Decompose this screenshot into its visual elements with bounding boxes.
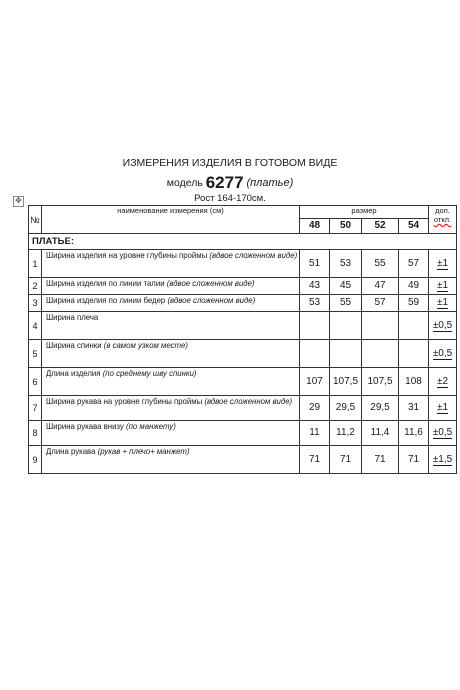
col-size-header: размер xyxy=(300,206,429,219)
model-line xyxy=(0,173,460,193)
size-value: 71 xyxy=(330,446,362,474)
size-value: 51 xyxy=(300,250,330,278)
size-value: 53 xyxy=(330,250,362,278)
row-name-text: Ширина спинки xyxy=(46,341,102,350)
size-value: 29,5 xyxy=(362,396,399,421)
height-range: Рост 164-170см. xyxy=(194,193,266,204)
size-value: 71 xyxy=(399,446,429,474)
size-value: 31 xyxy=(399,396,429,421)
size-header-52: 52 xyxy=(362,219,399,234)
col-tolerance-header xyxy=(429,206,457,234)
row-number: 8 xyxy=(29,421,42,446)
col-number-header: № xyxy=(29,206,42,234)
size-value: 71 xyxy=(362,446,399,474)
row-number: 4 xyxy=(29,312,42,340)
size-header-54: 54 xyxy=(399,219,429,234)
row-name xyxy=(42,250,300,278)
size-value xyxy=(300,340,330,368)
size-value xyxy=(330,312,362,340)
size-value: 29,5 xyxy=(330,396,362,421)
row-name-text: Ширина изделия по линии талии xyxy=(46,279,165,288)
row-name xyxy=(42,278,300,295)
tolerance-text: ±0,5 xyxy=(432,347,453,359)
row-name xyxy=(42,295,300,312)
row-name-note: (в самом узком месте) xyxy=(103,341,188,350)
row-name xyxy=(42,340,300,368)
size-value: 47 xyxy=(362,278,399,295)
tolerance-value xyxy=(429,278,457,295)
tolerance-value xyxy=(429,312,457,340)
size-value xyxy=(362,340,399,368)
size-value: 49 xyxy=(399,278,429,295)
row-name-note: (по среднему шву спинки) xyxy=(102,369,197,378)
model-prefix: модель xyxy=(166,177,203,189)
row-name-note: (вдвое сложенном виде) xyxy=(209,251,298,260)
row-number: 1 xyxy=(29,250,42,278)
size-value: 11,4 xyxy=(362,421,399,446)
row-name-text: Длина изделия xyxy=(46,369,101,378)
col-name-header: наименование измерения (см) xyxy=(42,206,300,234)
size-value: 107 xyxy=(300,368,330,396)
row-name xyxy=(42,368,300,396)
tolerance-text: ±0,5 xyxy=(432,319,453,331)
size-value xyxy=(399,340,429,368)
row-number: 6 xyxy=(29,368,42,396)
row-name-text: Длина рукава xyxy=(46,447,96,456)
row-name-note: (рукав + плечо+ манжет) xyxy=(97,447,190,456)
row-name-note: (по манжету) xyxy=(126,422,176,431)
tolerance-value xyxy=(429,368,457,396)
row-name-text: Ширина изделия на уровне глубины проймы xyxy=(46,251,208,260)
table-row xyxy=(29,340,457,368)
size-header-50: 50 xyxy=(330,219,362,234)
size-value: 53 xyxy=(300,295,330,312)
tolerance-label-b: откл. xyxy=(433,215,452,224)
row-name xyxy=(42,446,300,474)
size-value: 57 xyxy=(362,295,399,312)
table-row xyxy=(29,421,457,446)
section-title: ПЛАТЬЕ: xyxy=(29,234,457,250)
table-row xyxy=(29,368,457,396)
table-row xyxy=(29,295,457,312)
model-type: (платье) xyxy=(246,177,294,189)
table-move-handle-icon[interactable]: ✥ xyxy=(13,196,24,207)
tolerance-value xyxy=(429,295,457,312)
tolerance-text: ±1 xyxy=(436,280,449,291)
row-number: 7 xyxy=(29,396,42,421)
tolerance-value xyxy=(429,340,457,368)
tolerance-label-a: доп. xyxy=(435,206,450,215)
table-row xyxy=(29,446,457,474)
table-row xyxy=(29,250,457,278)
size-value: 107,5 xyxy=(362,368,399,396)
table-row xyxy=(29,396,457,421)
tolerance-text: ±1 xyxy=(436,297,449,308)
tolerance-value xyxy=(429,421,457,446)
tolerance-value xyxy=(429,396,457,421)
table-row xyxy=(29,312,457,340)
size-value: 59 xyxy=(399,295,429,312)
size-value: 45 xyxy=(330,278,362,295)
row-name-note: (вдвое сложенном виде) xyxy=(167,296,256,305)
measurements-table xyxy=(28,205,457,474)
row-number: 5 xyxy=(29,340,42,368)
tolerance-text: ±1,5 xyxy=(432,453,453,465)
size-value: 11,6 xyxy=(399,421,429,446)
size-header-48: 48 xyxy=(300,219,330,234)
tolerance-text: ±0,5 xyxy=(432,427,453,438)
size-value: 55 xyxy=(362,250,399,278)
row-name-text: Ширина рукава внизу xyxy=(46,422,124,431)
size-value: 57 xyxy=(399,250,429,278)
size-value xyxy=(362,312,399,340)
row-number: 3 xyxy=(29,295,42,312)
size-value xyxy=(330,340,362,368)
row-name-note: (вдвое сложенном виде) xyxy=(204,397,293,406)
row-number: 2 xyxy=(29,278,42,295)
size-value: 29 xyxy=(300,396,330,421)
size-value: 11,2 xyxy=(330,421,362,446)
size-value: 107,5 xyxy=(330,368,362,396)
row-name-text: Ширина изделия по линии бедер xyxy=(46,296,166,305)
size-value xyxy=(300,312,330,340)
size-value: 108 xyxy=(399,368,429,396)
model-number: 6277 xyxy=(205,173,244,192)
row-name-text: Ширина плеча xyxy=(46,313,99,322)
row-number: 9 xyxy=(29,446,42,474)
row-name-text: Ширина рукава на уровне глубины проймы xyxy=(46,397,203,406)
table-row xyxy=(29,278,457,295)
size-value: 71 xyxy=(300,446,330,474)
size-value: 55 xyxy=(330,295,362,312)
tolerance-text: ±1 xyxy=(436,257,449,269)
tolerance-value xyxy=(429,250,457,278)
tolerance-value xyxy=(429,446,457,474)
row-name xyxy=(42,396,300,421)
tolerance-text: ±1 xyxy=(436,402,449,413)
row-name xyxy=(42,421,300,446)
row-name-note: (вдвое сложенном виде) xyxy=(166,279,255,288)
size-value: 43 xyxy=(300,278,330,295)
tolerance-text: ±2 xyxy=(436,375,449,387)
document-title: ИЗМЕРЕНИЯ ИЗДЕЛИЯ В ГОТОВОМ ВИДЕ xyxy=(122,157,338,169)
row-name xyxy=(42,312,300,340)
size-value: 11 xyxy=(300,421,330,446)
size-value xyxy=(399,312,429,340)
